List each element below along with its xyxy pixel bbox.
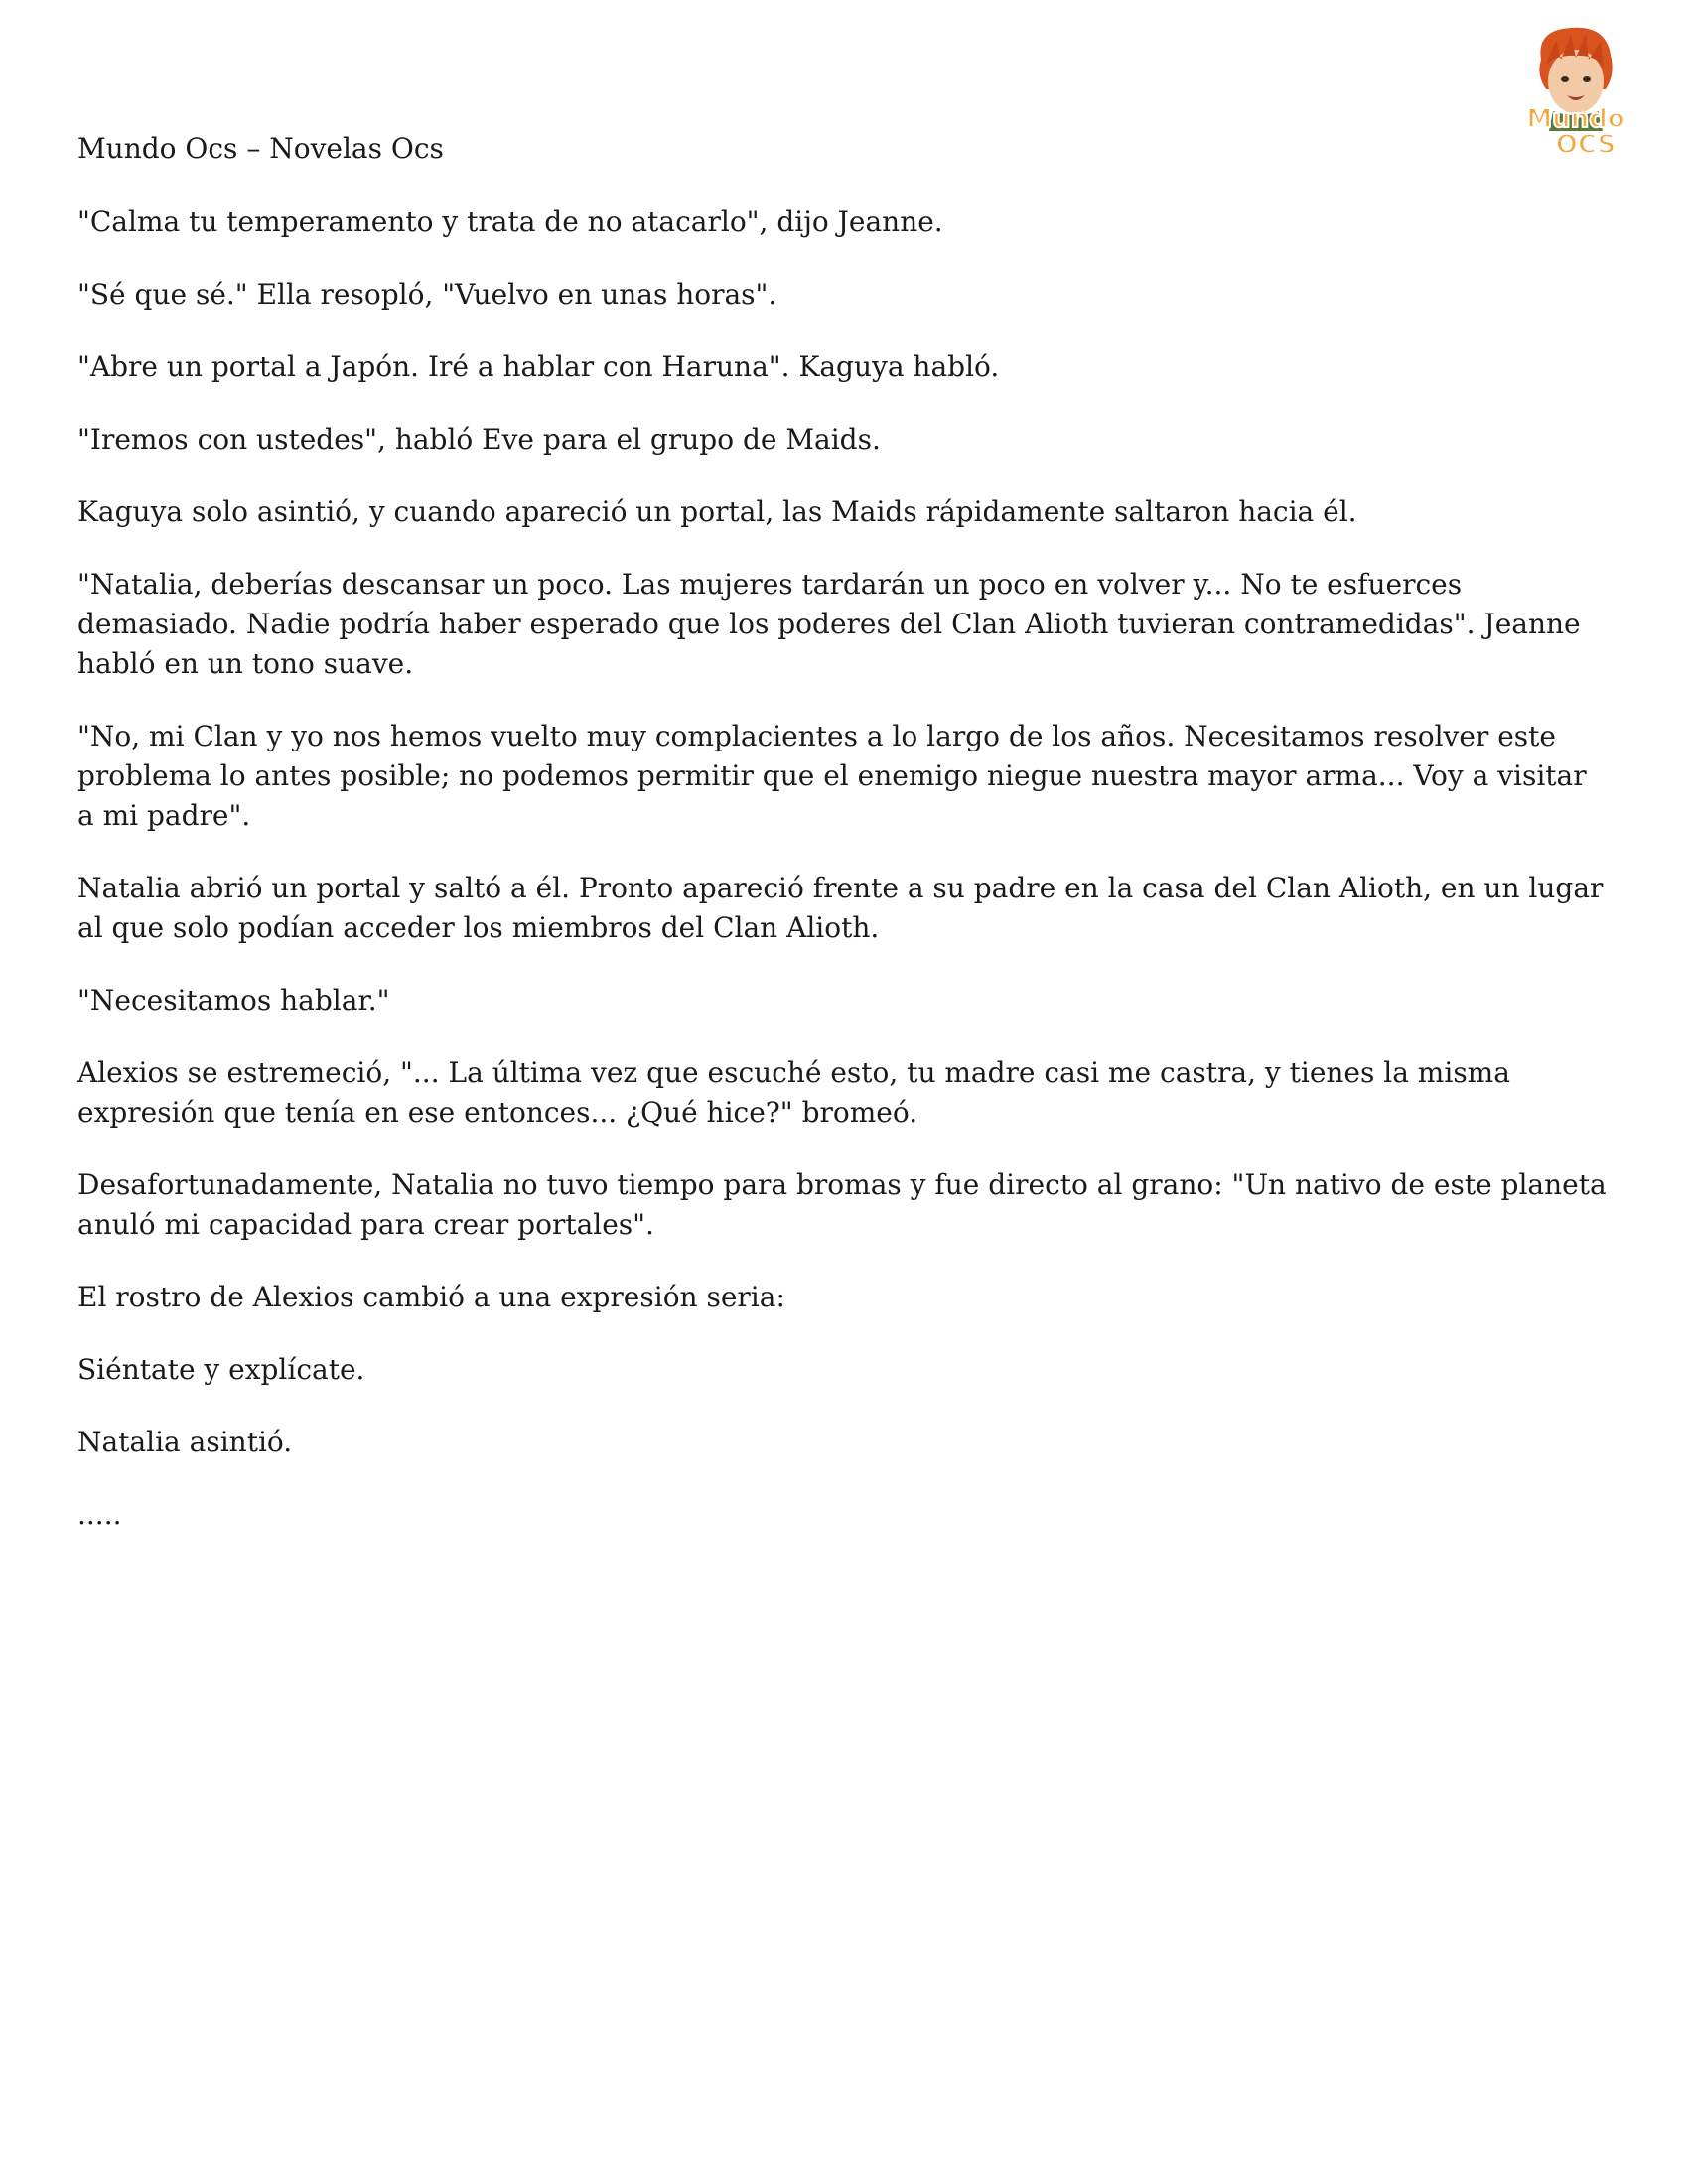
paragraph: Desafortunadamente, Natalia no tuvo tiempo para bromas y fue directo al grano: "Un nativo de este planeta anuló mi capacidad para crear portales". (77, 1168, 1607, 1241)
paragraph: "Calma tu temperamento y trata de no atacarlo", dijo Jeanne. (77, 205, 943, 238)
paragraph: Natalia asintió. (77, 1426, 293, 1458)
paragraph: "Natalia, deberías descansar un poco. Las mujeres tardarán un poco en volver y... No te esfuerces demasiado. Nadie podría haber esperado que los poderes del Clan Alioth tuvieran contramedidas". Jeanne habló en un tono suave. (77, 568, 1581, 680)
paragraph: "Iremos con ustedes", habló Eve para el grupo de Maids. (77, 423, 881, 456)
paragraph: "Sé que sé." Ella resopló, "Vuelvo en unas horas". (77, 278, 777, 311)
paragraph: Alexios se estremeció, "... La última vez que escuché esto, tu madre casi me castra, y tienes la misma expresión que tenía en ese entonces... ¿Qué hice?" bromeó. (77, 1056, 1510, 1129)
document-body (77, 129, 1607, 1568)
paragraph-ellipsis: ..... (77, 1498, 122, 1531)
logo-text-bottom: OCS (1555, 130, 1617, 160)
paragraph: "Abre un portal a Japón. Iré a hablar con Haruna". Kaguya habló. (77, 350, 1000, 383)
paragraph: Siéntate y explícate. (77, 1353, 365, 1386)
paragraph: "No, mi Clan y yo nos hemos vuelto muy complacientes a lo largo de los años. Necesitamos resolver este problema lo antes posible; no podemos permitir que el enemigo niegue nuestra mayor arma... Voy a visitar a mi padre". (77, 720, 1587, 832)
paragraph: "Necesitamos hablar." (77, 984, 390, 1017)
paragraph: El rostro de Alexios cambió a una expresión seria: (77, 1281, 785, 1313)
paragraph: Kaguya solo asintió, y cuando apareció un portal, las Maids rápidamente saltaron hacia él. (77, 495, 1357, 528)
document-header: Mundo Ocs – Novelas Ocs (77, 132, 444, 165)
paragraph: Natalia abrió un portal y saltó a él. Pronto apareció frente a su padre en la casa del Clan Alioth, en un lugar al que solo podían acceder los miembros del Clan Alioth. (77, 872, 1604, 944)
logo-text-top: Mundo (1526, 104, 1625, 134)
